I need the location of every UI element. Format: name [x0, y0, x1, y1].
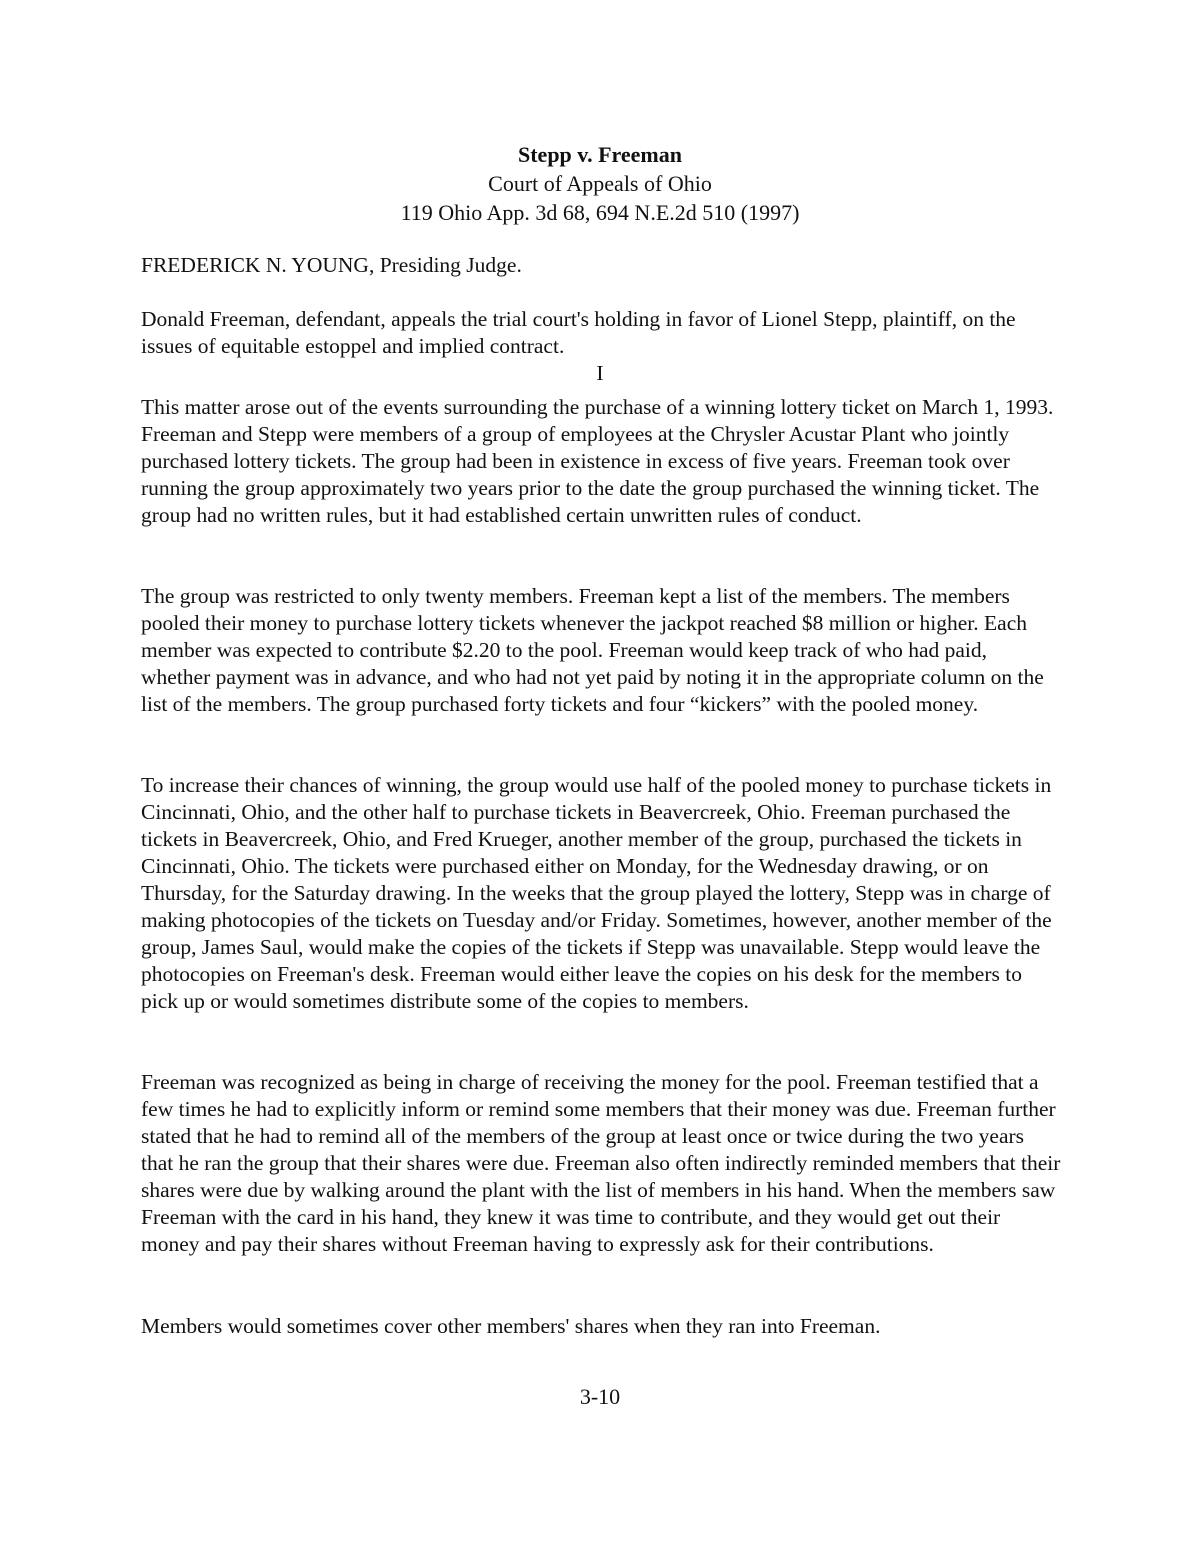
presiding-judge: FREDERICK N. YOUNG, Presiding Judge. — [141, 253, 522, 277]
paragraph-1: This matter arose out of the events surrounding the purchase of a winning lottery ticket on March 1, 1993. Freeman and Stepp were members of a group of employees at the Chrysler Acustar Plant who jointly purchased lottery tickets. The group had been in existence in excess of five years. Freeman took over running the group approximately two years prior to the date the group purchased the winning ticket. The group had no written rules, but it had established certain unwritten rules of conduct. — [141, 395, 1054, 527]
court-name: Court of Appeals of Ohio — [488, 171, 712, 196]
case-header — [0, 140, 1200, 227]
paragraph-4: Freeman was recognized as being in charge of receiving the money for the pool. Freeman testified that a few times he had to explicitly inform or remind some members that their money was due. Freeman further stated that he had to remind all of the members of the group at least once or twice during the two years that he ran the group that their shares were due. Freeman also often indirectly reminded members that their shares were due by walking around the plant with the list of members in his hand. When the members saw Freeman with the card in his hand, they knew it was time to contribute, and they would get out their money and pay their shares without Freeman having to expressly ask for their contributions. — [141, 1070, 1061, 1256]
section-heading: I — [596, 361, 604, 385]
page-number: 3-10 — [579, 1384, 621, 1409]
case-title: Stepp v. Freeman — [518, 142, 682, 167]
paragraph-5: Members would sometimes cover other members' shares when they ran into Freeman. — [141, 1314, 881, 1338]
paragraph-2: The group was restricted to only twenty members. Freeman kept a list of the members. The members pooled their money to purchase lottery tickets whenever the jackpot reached $8 million or higher. Each member was expected to contribute $2.20 to the pool. Freeman would keep track of who had paid, whether payment was in advance, and who had not yet paid by noting it in the appropriate column on the list of the members. The group purchased forty tickets and four “kickers” with the pooled money. — [141, 584, 1044, 716]
intro-paragraph: Donald Freeman, defendant, appeals the trial court's holding in favor of Lionel Stepp, plaintiff, on the issues of equitable estoppel and implied contract. — [141, 307, 1016, 358]
case-citation: 119 Ohio App. 3d 68, 694 N.E.2d 510 (1997) — [400, 200, 800, 225]
paragraph-3: To increase their chances of winning, the group would use half of the pooled money to purchase tickets in Cincinnati, Ohio, and the other half to purchase tickets in Beavercreek, Ohio. Freeman purchased the tickets in Beavercreek, Ohio, and Fred Krueger, another member of the group, purchased the tickets in Cincinnati, Ohio. The tickets were purchased either on Monday, for the Wednesday drawing, or on Thursday, for the Saturday drawing. In the weeks that the group played the lottery, Stepp was in charge of making photocopies of the tickets on Tuesday and/or Friday. Sometimes, however, another member of the group, James Saul, would make the copies of the tickets if Stepp was unavailable. Stepp would leave the photocopies on Freeman's desk. Freeman would either leave the copies on his desk for the members to pick up or would sometimes distribute some of the copies to members. — [141, 773, 1052, 1013]
